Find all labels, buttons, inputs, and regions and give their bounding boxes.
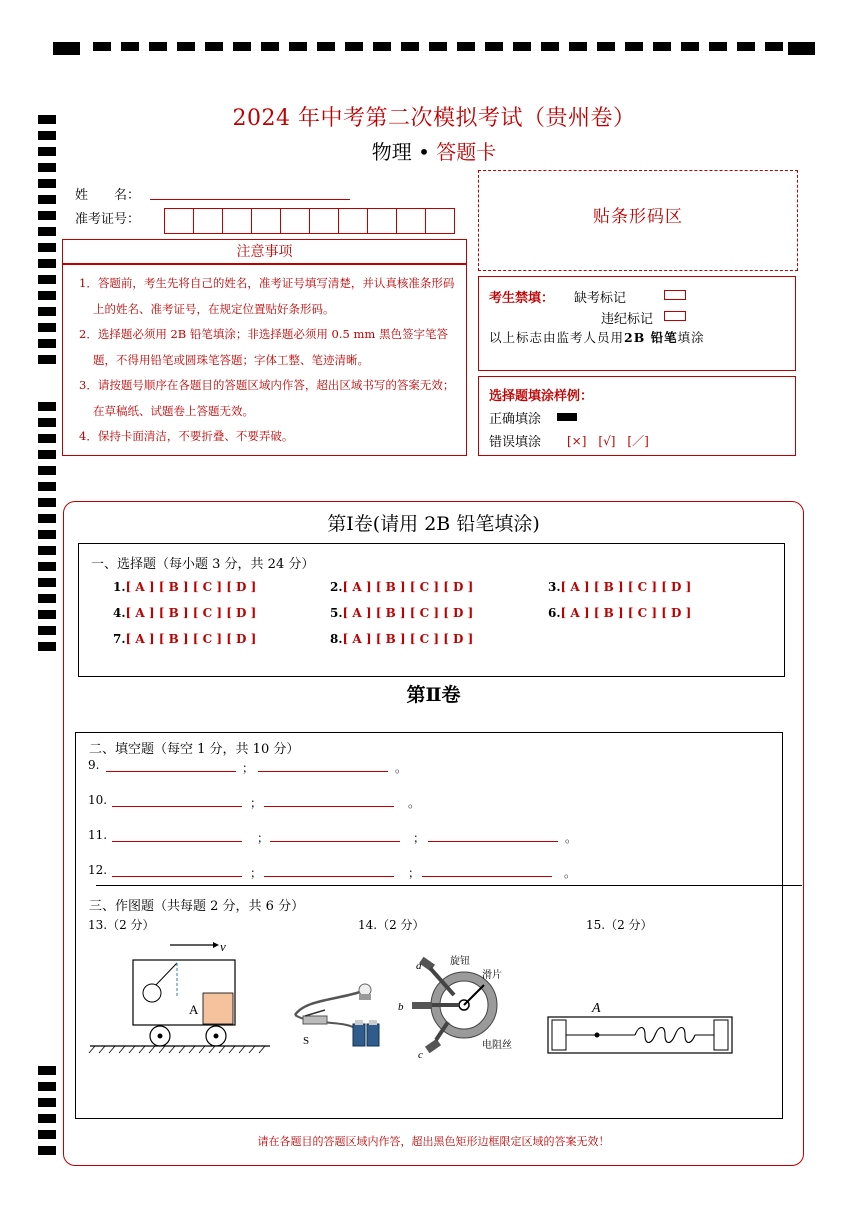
sep: ；	[408, 866, 421, 880]
barcode-area: 贴条形码区	[478, 170, 798, 271]
fill-q12-number: 12.	[88, 863, 108, 877]
sample-title: 选择题填涂样例：	[489, 389, 594, 404]
knob-label: 旋钮	[450, 956, 470, 967]
q-number: 8.	[330, 632, 343, 646]
q-number: 6.	[548, 606, 561, 620]
timing-mark	[38, 466, 56, 475]
subtitle-dot: •	[418, 140, 430, 164]
timing-mark	[38, 275, 56, 284]
figure-15-spring[interactable]	[545, 995, 735, 1060]
q-number: 7.	[113, 632, 126, 646]
fill-q9-blank2[interactable]	[258, 771, 388, 772]
id-cell[interactable]	[309, 208, 339, 234]
exam-id-grid[interactable]	[165, 208, 455, 234]
q-options[interactable]: [ A ] [ B ] [ C ] [ D ]	[342, 606, 474, 620]
forbid-panel	[478, 276, 796, 371]
fill-q12-blank2[interactable]	[264, 876, 394, 877]
fill-section-title: 二、填空题（每空 1 分，共 10 分）	[89, 742, 300, 757]
q-number: 4.	[113, 606, 126, 620]
name-field[interactable]	[150, 199, 350, 200]
figure-13-cart[interactable]	[85, 935, 275, 1060]
block-a-label: A	[189, 1002, 199, 1017]
timing-mark	[38, 227, 56, 236]
sep: ；	[413, 831, 426, 845]
timing-mark	[38, 610, 56, 619]
timing-mark	[38, 450, 56, 459]
card-name: 答题卡	[436, 140, 497, 164]
slider-label: 滑片	[482, 970, 502, 981]
fill-q10-number: 10.	[88, 793, 108, 807]
id-cell[interactable]	[338, 208, 368, 234]
timing-mark	[38, 642, 56, 651]
choice-section-title: 一、选择题（每小题 3 分，共 24 分）	[91, 557, 315, 572]
page-title: 2024 年中考第二次模拟考试（贵州卷）	[232, 106, 636, 131]
end-mark: 。	[564, 866, 577, 880]
q-options[interactable]: [ A ] [ B ] [ C ] [ D ]	[125, 580, 257, 594]
q-options[interactable]: [ A ] [ B ] [ C ] [ D ]	[125, 606, 257, 620]
sep: ；	[242, 761, 255, 775]
sep: ；	[257, 831, 270, 845]
timing-mark	[38, 482, 56, 491]
sample-panel	[478, 376, 796, 456]
choice-q5[interactable]	[330, 606, 473, 620]
page-subtitle	[0, 136, 868, 165]
timing-mark	[38, 626, 56, 635]
fill-q9-number: 9.	[88, 758, 100, 772]
subject-name: 物理	[371, 140, 412, 164]
notice-item: 3．请按题号顺序在各题目的答题区域内作答，超出区域书写的答案无效；在草稿纸、试题卷上答题无效。	[79, 378, 455, 418]
timing-mark	[38, 1130, 56, 1139]
notice-item: 1．答题前，考生先将自己的姓名，准考证号填写清楚，并认真核准条形码上的姓名、准考证号，在规定位置贴好条形码。	[79, 276, 455, 316]
part1-title: 第Ⅰ卷(请用 2B 铅笔填涂)	[327, 513, 540, 535]
part2-box	[75, 732, 783, 1119]
switch-label: S	[303, 1035, 310, 1047]
fill-q9-blank1[interactable]	[106, 771, 236, 772]
forbid-note	[489, 328, 705, 346]
timing-mark	[38, 594, 56, 603]
timing-mark	[38, 578, 56, 587]
draw-q13-label: 13.（2 分）	[88, 918, 155, 932]
sep: ；	[250, 866, 263, 880]
forbid-note-text: 以上标志由监考人员用	[489, 330, 625, 345]
id-cell[interactable]	[425, 208, 455, 234]
timing-mark	[38, 418, 56, 427]
timing-mark	[38, 402, 56, 411]
draw-q14-label: 14.（2 分）	[358, 918, 425, 932]
id-cell[interactable]	[367, 208, 397, 234]
wrong-label: 错误填涂	[489, 435, 542, 450]
q-number: 3.	[548, 580, 561, 594]
choice-q8[interactable]	[330, 632, 473, 646]
draw-section-title: 三、作图题（共每题 2 分，共 6 分）	[89, 899, 305, 914]
timing-mark	[38, 562, 56, 571]
choice-q1[interactable]	[113, 580, 256, 594]
id-cell[interactable]	[193, 208, 223, 234]
timing-mark	[38, 307, 56, 316]
violation-mark-box[interactable]	[664, 311, 686, 321]
id-cell[interactable]	[280, 208, 310, 234]
terminal-c: c	[418, 1049, 423, 1060]
timing-mark	[38, 291, 56, 300]
timing-mark	[38, 195, 56, 204]
id-cell[interactable]	[396, 208, 426, 234]
timing-mark	[38, 179, 56, 188]
section-divider	[96, 885, 802, 886]
choice-q7[interactable]	[113, 632, 256, 646]
choice-q4[interactable]	[113, 606, 256, 620]
timing-mark	[38, 211, 56, 220]
timing-mark	[38, 1146, 56, 1155]
fill-q12-blank1[interactable]	[112, 876, 242, 877]
fill-q12-blank3[interactable]	[422, 876, 552, 877]
velocity-label: v	[220, 939, 226, 954]
timing-mark	[38, 498, 56, 507]
timing-mark	[38, 323, 56, 332]
id-cell[interactable]	[222, 208, 252, 234]
name-label: 姓 名：	[75, 188, 141, 203]
end-mark: 。	[408, 796, 421, 810]
q-number: 5.	[330, 606, 343, 620]
end-mark: 。	[395, 761, 408, 775]
part2-title: 第Ⅱ卷	[406, 684, 461, 706]
timing-mark	[38, 1098, 56, 1107]
q-options[interactable]: [ A ] [ B ] [ C ] [ D ]	[342, 580, 474, 594]
wire-label: 电阻丝	[482, 1040, 512, 1051]
figure-14-rheostat[interactable]	[398, 950, 528, 1060]
fill-q10-blank2[interactable]	[264, 806, 394, 807]
timing-mark	[38, 1082, 56, 1091]
absent-label: 缺考标记	[574, 291, 627, 306]
choice-q6[interactable]	[548, 606, 691, 620]
timing-mark	[38, 243, 56, 252]
end-mark: 。	[565, 831, 578, 845]
id-label: 准考证号：	[75, 212, 141, 227]
forbid-note-bold: 2B 铅笔	[624, 330, 678, 345]
timing-mark	[38, 530, 56, 539]
point-a-label: A	[592, 1001, 601, 1016]
absent-mark-box[interactable]	[664, 290, 686, 300]
violation-label: 违纪标记	[601, 312, 654, 327]
q-options[interactable]: [ A ] [ B ] [ C ] [ D ]	[560, 606, 692, 620]
id-cell[interactable]	[164, 208, 194, 234]
q-options[interactable]: [ A ] [ B ] [ C ] [ D ]	[342, 632, 474, 646]
forbid-note-suffix: 填涂	[677, 330, 705, 345]
q-options[interactable]: [ A ] [ B ] [ C ] [ D ]	[560, 580, 692, 594]
timing-mark	[38, 546, 56, 555]
wrong-marks: [×] [√] [／]	[567, 434, 649, 448]
timing-mark	[38, 1114, 56, 1123]
draw-q15-label: 15.（2 分）	[586, 918, 653, 932]
timing-mark	[38, 1066, 56, 1075]
fill-q11-number: 11.	[88, 828, 108, 842]
notice-body	[62, 264, 467, 456]
block-a	[203, 993, 233, 1024]
correct-fill-sample	[557, 413, 577, 421]
footer-warning: 请在各题目的答题区域内作答，超出黑色矩形边框限定区域的答案无效！	[257, 1135, 610, 1148]
timing-mark	[38, 434, 56, 443]
figure-14-circuit[interactable]	[285, 980, 405, 1050]
terminal-a: a	[416, 960, 422, 972]
correct-label: 正确填涂	[489, 412, 542, 427]
fill-q11-blank3[interactable]	[428, 841, 558, 842]
timing-mark	[38, 339, 56, 348]
terminal-b: b	[398, 1001, 404, 1013]
choice-q2[interactable]	[330, 580, 473, 594]
notice-item: 2．选择题必须用 2B 铅笔填涂；非选择题必须用 0.5 mm 黑色签字笔答题，不得用铅笔或圆珠笔答题；字体工整、笔迹清晰。	[79, 327, 448, 367]
forbid-label: 考生禁填：	[489, 291, 555, 306]
id-cell[interactable]	[251, 208, 281, 234]
timing-mark	[38, 514, 56, 523]
timing-mark	[38, 355, 56, 364]
q-number: 1.	[113, 580, 126, 594]
choice-q3[interactable]	[548, 580, 691, 594]
notice-heading: 注意事项	[62, 239, 467, 264]
q-options[interactable]: [ A ] [ B ] [ C ] [ D ]	[125, 632, 257, 646]
q-number: 2.	[330, 580, 343, 594]
choice-box	[78, 543, 785, 677]
timing-mark	[38, 259, 56, 268]
notice-item: 4．保持卡面清洁，不要折叠、不要弄破。	[79, 429, 294, 443]
fill-q11-blank1[interactable]	[112, 841, 242, 842]
fill-q10-blank1[interactable]	[112, 806, 242, 807]
sep: ；	[250, 796, 263, 810]
fill-q11-blank2[interactable]	[270, 841, 400, 842]
